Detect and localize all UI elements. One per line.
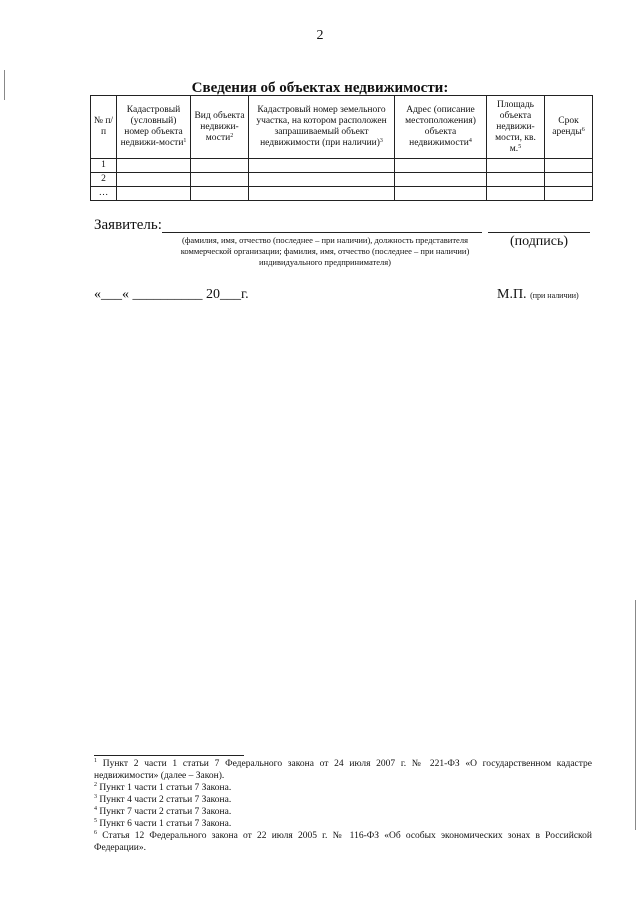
header-cell: № п/п (91, 96, 117, 159)
footnote: $^3$ Пункт 4 части 2 статьи 7 Закона. (94, 794, 232, 805)
table-row (91, 159, 593, 173)
table-row (91, 173, 593, 187)
table-cell[interactable] (191, 187, 249, 201)
table-cell[interactable] (395, 187, 487, 201)
table-cell[interactable] (487, 173, 545, 187)
header-cell: Кадастровый (условный) номер объекта недвижи-мости$^1$ (117, 96, 191, 159)
applicant-label: Заявитель: (94, 217, 162, 233)
header-cell: Кадастровый номер земельного участка, на котором расположен запрашиваемый объект недвижимости (при наличии)$^3$ (249, 96, 395, 159)
applicant-input-line[interactable] (162, 232, 482, 233)
footnotes (94, 758, 592, 854)
table-cell[interactable] (487, 187, 545, 201)
table-cell[interactable] (487, 159, 545, 173)
real-estate-table (90, 95, 593, 201)
header-cell: Адрес (описание местоположения) объекта недвижимости$^4$ (395, 96, 487, 159)
stamp-label: М.П. (497, 287, 527, 302)
header-cell: Вид объекта недвижи-мости$^2$ (191, 96, 249, 159)
footnote: $^1$ Пункт 2 части 1 статьи 7 Федерального закона от 24 июля 2007 г. № 221-ФЗ «О государственном кадастре недвижимости» (далее – Закон). (94, 758, 593, 781)
scan-mark (635, 600, 636, 830)
table-cell[interactable] (395, 159, 487, 173)
page-number: 2 (316, 28, 324, 43)
footnote: $^6$ Статья 12 Федерального закона от 22 июля 2005 г. № 116-ФЗ «Об особых экономических зонах в Российской Федерации». (94, 830, 593, 853)
table-cell[interactable]: 2 (91, 173, 117, 187)
table-cell[interactable] (249, 187, 395, 201)
header-cell: Срок аренды$^6$ (545, 96, 593, 159)
footnote-divider (94, 755, 244, 756)
stamp-placeholder (497, 287, 579, 303)
table-cell[interactable] (117, 159, 191, 173)
stamp-note: (при наличии) (530, 291, 579, 300)
table-cell[interactable] (545, 159, 593, 173)
table-header-row (91, 96, 593, 159)
scan-mark (4, 70, 5, 100)
table-cell[interactable] (117, 173, 191, 187)
table-cell[interactable] (395, 173, 487, 187)
footnote: $^5$ Пункт 6 части 1 статьи 7 Закона. (94, 818, 232, 829)
table-row (91, 187, 593, 201)
table-cell[interactable]: … (91, 187, 117, 201)
page-title: Сведения об объектах недвижимости: (191, 80, 449, 96)
signature-caption: (подпись) (509, 234, 569, 249)
table-cell[interactable] (191, 173, 249, 187)
footnote: $^2$ Пункт 1 части 1 статьи 7 Закона. (94, 782, 232, 793)
date-field[interactable]: «___« __________ 20___г. (94, 287, 249, 302)
table-cell[interactable] (191, 159, 249, 173)
table-cell[interactable] (249, 159, 395, 173)
footnote: $^4$ Пункт 7 части 2 статьи 7 Закона. (94, 806, 232, 817)
signature-line[interactable] (488, 232, 590, 233)
table-cell[interactable] (117, 187, 191, 201)
table-cell[interactable] (249, 173, 395, 187)
table-cell[interactable] (545, 173, 593, 187)
table-cell[interactable] (545, 187, 593, 201)
header-cell: Площадь объекта недвижи-мости, кв. м.$^5$ (487, 96, 545, 159)
table-cell[interactable]: 1 (91, 159, 117, 173)
applicant-note: (фамилия, имя, отчество (последнее – при наличии), должность представителя коммерческой организации; фамилия, имя, отчество (последнее – при наличии) индивидуального предпринимателя) (180, 235, 470, 267)
